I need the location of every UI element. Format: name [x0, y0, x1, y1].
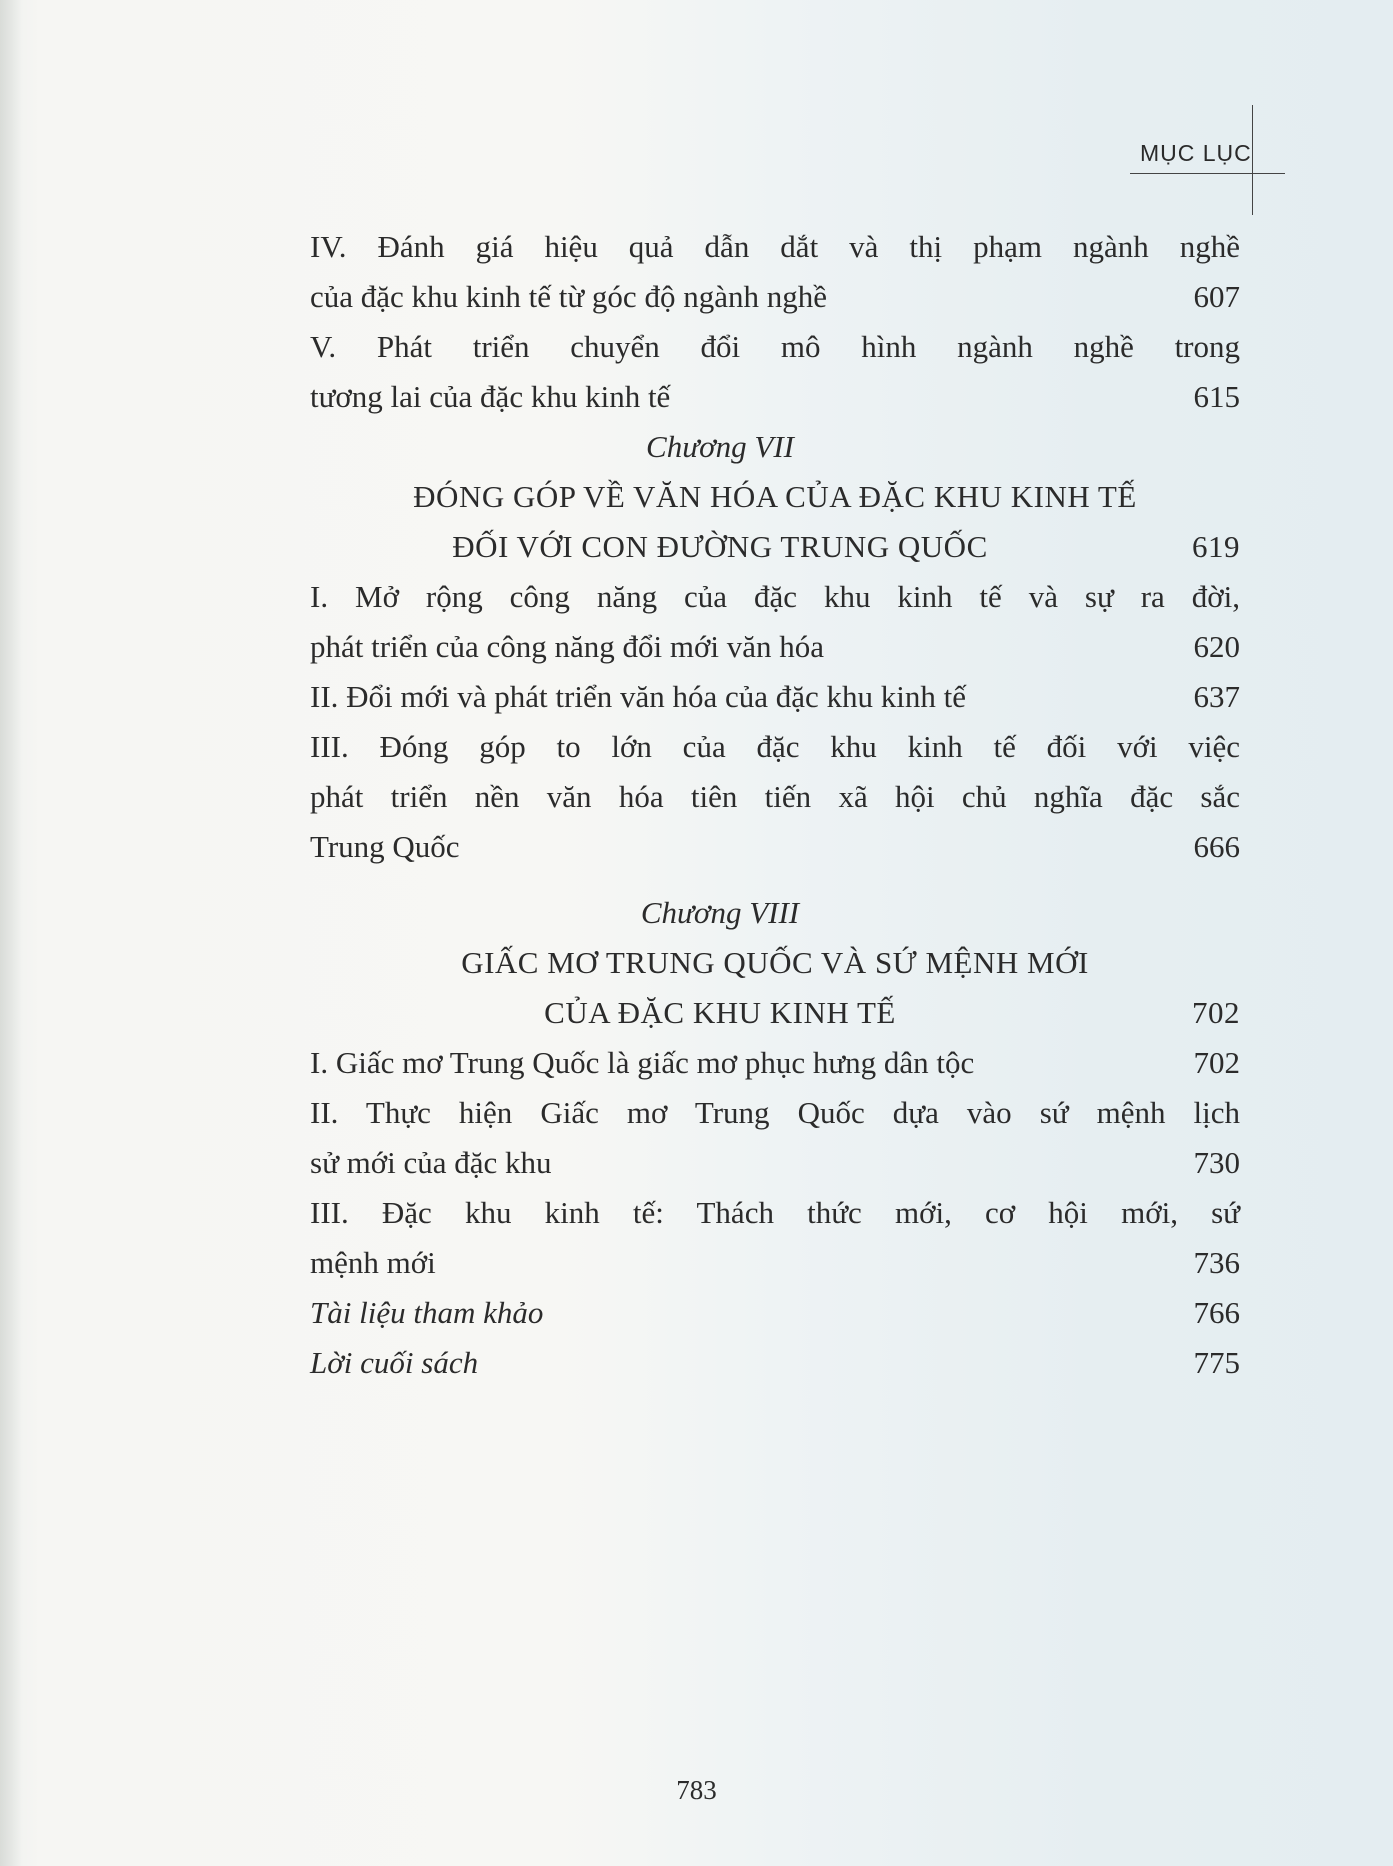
chapter-title: ĐÓNG GÓP VỀ VĂN HÓA CỦA ĐẶC KHU KINH TẾ: [413, 479, 1137, 514]
page-ref: 730: [1193, 1145, 1240, 1180]
table-of-contents: [310, 222, 1240, 1388]
toc-entry-line: II. Đổi mới và phát triển văn hóa của đặc khu kinh tế 637: [310, 672, 1240, 722]
toc-entry-line: tương lai của đặc khu kinh tế 615: [310, 372, 1240, 422]
toc-entry-line: Trung Quốc 666: [310, 822, 1240, 872]
chapter-label: Chương VIII: [640, 895, 800, 930]
toc-entry-line: của đặc khu kinh tế từ góc độ ngành nghề 607: [310, 272, 1240, 322]
toc-entry-line: sử mới của đặc khu 730: [310, 1138, 1240, 1188]
running-header: MỤC LỤC: [1140, 140, 1252, 166]
toc-entry-line: phát triển nền văn hóa tiên tiến xã hội chủ nghĩa đặc sắc: [310, 779, 1240, 814]
page-ref: 637: [1193, 679, 1240, 714]
page-ref: 736: [1193, 1245, 1240, 1280]
toc-entry-line: I. Mở rộng công năng của đặc khu kinh tế và sự ra đời,: [310, 579, 1240, 614]
toc-entry-line: IV. Đánh giá hiệu quả dẫn dắt và thị phạm ngành nghề: [310, 229, 1240, 264]
book-spine-shadow: [0, 0, 22, 1866]
chapter-title: ĐỐI VỚI CON ĐƯỜNG TRUNG QUỐC 619: [310, 522, 1240, 572]
toc-entry-line: II. Thực hiện Giấc mơ Trung Quốc dựa vào sứ mệnh lịch: [310, 1095, 1240, 1130]
toc-entry-line: Lời cuối sách 775: [310, 1338, 1240, 1388]
toc-entry-line: mệnh mới 736: [310, 1238, 1240, 1288]
page-ref: 702: [1193, 1045, 1240, 1080]
page-ref: 619: [1192, 529, 1240, 564]
page-ref: 702: [1192, 995, 1240, 1030]
page-number: 783: [676, 1775, 717, 1805]
toc-entry-line: Tài liệu tham khảo 766: [310, 1288, 1240, 1338]
page-ref: 615: [1193, 379, 1240, 414]
header-rule-horizontal: [1130, 173, 1285, 174]
chapter-title: CỦA ĐẶC KHU KINH TẾ 702: [310, 988, 1240, 1038]
page-ref: 666: [1193, 829, 1240, 864]
toc-entry-line: I. Giấc mơ Trung Quốc là giấc mơ phục hưng dân tộc 702: [310, 1038, 1240, 1088]
toc-entry-line: V. Phát triển chuyển đổi mô hình ngành nghề trong: [310, 329, 1240, 364]
toc-entry-line: III. Đặc khu kinh tế: Thách thức mới, cơ hội mới, sứ: [310, 1195, 1240, 1230]
toc-entry-line: phát triển của công năng đổi mới văn hóa 620: [310, 622, 1240, 672]
chapter-label: Chương VII: [646, 429, 794, 464]
page-ref: 775: [1193, 1345, 1240, 1380]
toc-entry-line: III. Đóng góp to lớn của đặc khu kinh tế đối với việc: [310, 729, 1240, 764]
page-ref: 620: [1193, 629, 1240, 664]
page-ref: 766: [1193, 1295, 1240, 1330]
page-ref: 607: [1193, 279, 1240, 314]
chapter-title: GIẤC MƠ TRUNG QUỐC VÀ SỨ MỆNH MỚI: [461, 945, 1089, 980]
header-rule-vertical: [1252, 105, 1253, 215]
